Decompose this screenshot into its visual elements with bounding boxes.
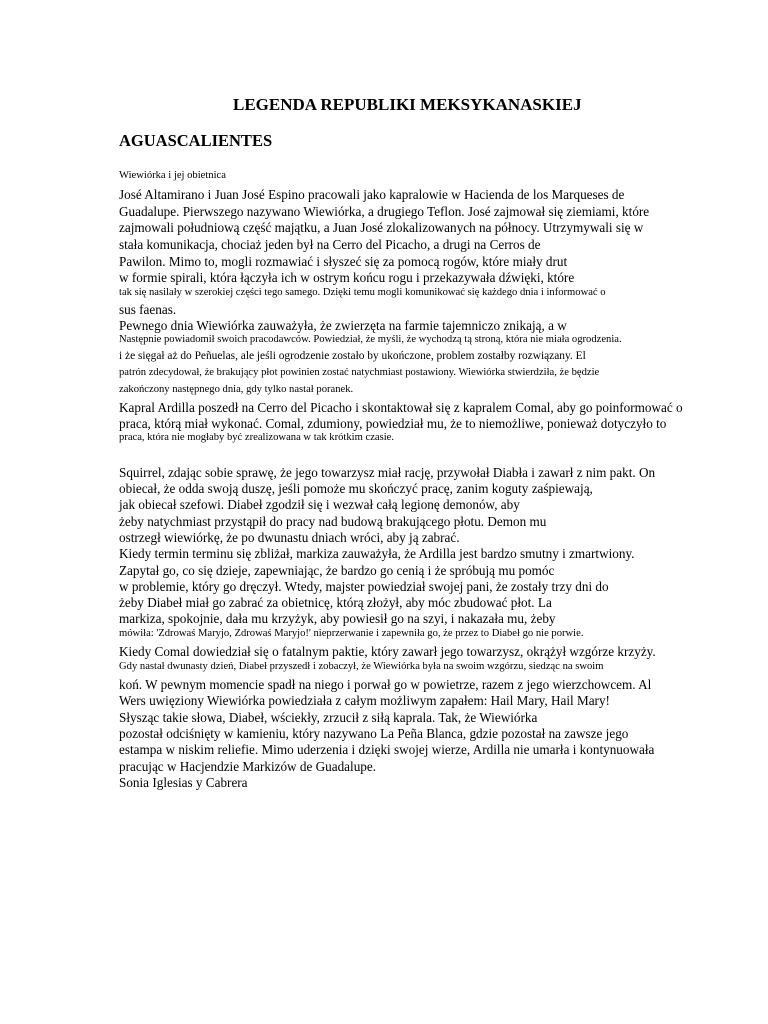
- section-heading: AGUASCALIENTES: [119, 131, 273, 150]
- text-line: w formie spirali, która łączyła ich w ostrym końcu rogu i przekazywała dźwięki, które: [119, 270, 575, 285]
- story-title: Wiewiórka i jej obietnica: [119, 170, 226, 181]
- text-line: estampa w niskim reliefie. Mimo uderzenia i dzięki swojej wierze, Ardilla nie umarła i kontynuowała: [119, 742, 655, 757]
- text-line: pracując w Hacjendzie Markizów de Guadalupe.: [119, 759, 377, 774]
- text-line: sus faenas.: [119, 302, 177, 317]
- text-line: Squirrel, zdając sobie sprawę, że jego towarzysz miał rację, przywołał Diabła i zawarł z nim pakt. On: [119, 465, 656, 480]
- text-line: Słysząc takie słowa, Diabeł, wściekły, zrzucił z siłą kaprala. Tak, że Wiewiórka: [119, 710, 538, 725]
- text-line: Wers uwięziony Wiewiórka powiedziała z całym możliwym zapałem: Hail Mary, Hail Mary!: [119, 693, 610, 708]
- text-line: patrón zdecydował, że brakujący płot powinien zostać natychmiast postawiony. Wiewiórka stwierdziła, że będzie: [119, 367, 600, 378]
- text-line: praca, którą miał wykonać. Comal, zdumiony, powiedział mu, że to niemożliwe, ponieważ dotyczyło to: [119, 416, 667, 431]
- text-line: ostrzegł wiewiórkę, że po dwunastu dniach wróci, aby ją zabrać.: [119, 530, 460, 545]
- text-line: Gdy nastał dwunasty dzień, Diabeł przyszedł i zobaczył, że Wiewiórka była na swoim wzgórzu, siedząc na swoim: [119, 661, 604, 672]
- text-line: stała komunikacja, chociaż jeden był na Cerro del Picacho, a drugi na Cerros de: [119, 237, 541, 252]
- text-line: żeby Diabeł miał go zabrać za obietnicę, którą złożył, aby móc zbudować płot. La: [119, 595, 552, 610]
- text-line: Kapral Ardilla poszedł na Cerro del Picacho i skontaktował się z kapralem Comal, aby go poinformować o: [119, 400, 683, 415]
- text-line: zajmowali południową część majątku, a Juan José zlokalizowanych na północy. Utrzymywali się w: [119, 220, 644, 235]
- author-signature: Sonia Iglesias y Cabrera: [119, 775, 248, 790]
- text-line: markiza, spokojnie, dała mu krzyżyk, aby powiesił go na szyi, i nakazała mu, żeby: [119, 611, 556, 626]
- text-line: Pawilon. Mimo to, mogli rozmawiać i słyszeć się za pomocą rogów, które miały drut: [119, 254, 568, 269]
- text-line: Pewnego dnia Wiewiórka zauważyła, że zwierzęta na farmie tajemniczo znikają, a w: [119, 318, 567, 333]
- text-line: Kiedy termin terminu się zbliżał, markiza zauważyła, że Ardilla jest bardzo smutny i zmartwiony.: [119, 546, 635, 561]
- text-line: mówiła: 'Zdrowaś Maryjo, Zdrowaś Maryjo!' nieprzerwanie i zapewniła go, że przez to Diabeł go nie porwie.: [119, 628, 584, 639]
- text-line: żeby natychmiast przystąpił do pracy nad budową brakującego płotu. Demon mu: [119, 514, 547, 529]
- text-line: koń. W pewnym momencie spadł na niego i porwał go w powietrze, razem z jego wierzchowcem. Al: [119, 677, 652, 692]
- text-line: praca, która nie mogłaby być zrealizowana w tak krótkim czasie.: [119, 432, 395, 443]
- text-line: Kiedy Comal dowiedział się o fatalnym paktie, który zawarł jego towarzysz, okrążył wzgórze krzyży.: [119, 644, 656, 659]
- text-line: José Altamirano i Juan José Espino pracowali jako kapralowie w Hacienda de los Marqueses de: [119, 187, 625, 202]
- text-line: obiecał, że odda swoją duszę, jeśli pomoże mu skończyć pracę, zanim koguty zaśpiewają,: [119, 481, 593, 496]
- text-line: i że sięgał aż do Peñuelas, ale jeśli ogrodzenie zostało by ukończone, problem zostałby rozwiązany. El: [119, 350, 586, 362]
- text-line: tak się nasilały w szerokiej części tego samego. Dzięki temu mogli komunikować się każdego dnia i informować o: [119, 287, 606, 298]
- text-line: jak obiecał szefowi. Diabeł zgodził się i wezwał całą legionę demonów, aby: [119, 497, 520, 512]
- text-line: w problemie, który go dręczył. Wtedy, majster powiedział swojej pani, że zostały trzy dni do: [119, 579, 609, 594]
- text-line: pozostał odciśnięty w kamieniu, który nazywano La Peña Blanca, gdzie pozostał na zawsze jego: [119, 726, 629, 741]
- text-line: Guadalupe. Pierwszego nazywano Wiewiórka, a drugiego Teflon. José zajmował się ziemiami, które: [119, 204, 650, 219]
- text-line: Zapytał go, co się dzieje, zapewniając, że bardzo go cenią i że spróbują mu pomóc: [119, 563, 555, 578]
- document-title: LEGENDA REPUBLIKI MEKSYKANASKIEJ: [233, 95, 582, 114]
- text-line: Następnie powiadomił swoich pracodawców. Powiedział, że myśli, że wychodzą tą stroną, która nie miała ogrodzenia.: [119, 334, 622, 345]
- text-line: zakończony następnego dnia, gdy tylko nastał poranek.: [119, 384, 354, 395]
